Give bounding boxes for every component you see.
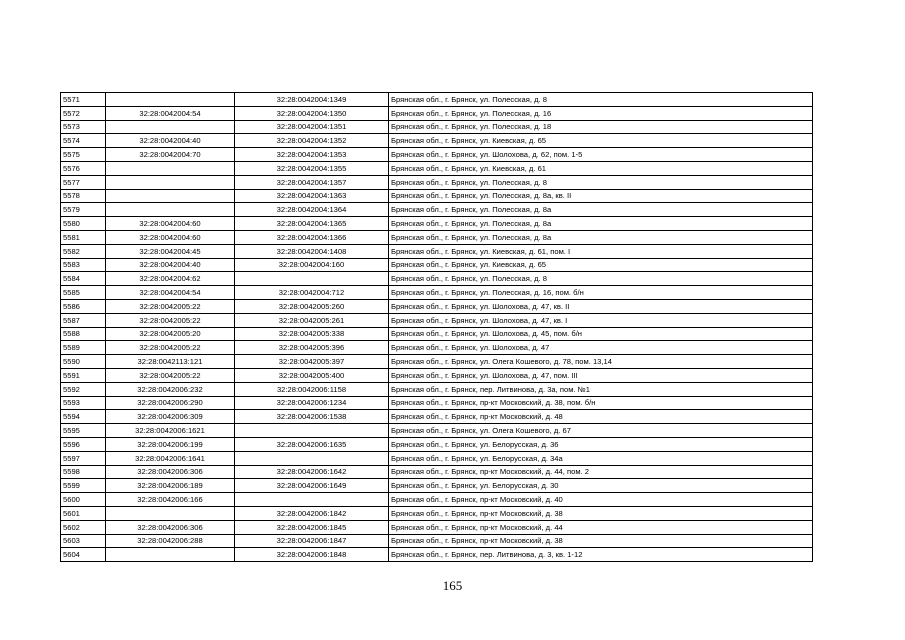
old-cadastral-number-cell: 32:28:0042006:288 — [106, 534, 235, 548]
address-cell: Брянская обл., г. Брянск, ул. Шолохова, д. 47, кв. I — [389, 313, 813, 327]
table-row — [61, 313, 813, 327]
row-number-cell: 5581 — [61, 230, 106, 244]
cadastral-number-cell — [235, 272, 389, 286]
row-number-cell: 5602 — [61, 520, 106, 534]
table-row — [61, 396, 813, 410]
address-cell: Брянская обл., г. Брянск, ул. Полесская, д. 8а, кв. II — [389, 189, 813, 203]
old-cadastral-number-cell: 32:28:0042006:189 — [106, 479, 235, 493]
table-row — [61, 175, 813, 189]
address-cell: Брянская обл., г. Брянск, пр-кт Московский, д. 40 — [389, 493, 813, 507]
address-cell: Брянская обл., г. Брянск, ул. Белорусская, д. 34а — [389, 451, 813, 465]
address-cell: Брянская обл., г. Брянск, пер. Литвинова, д. 3, кв. 1-12 — [389, 548, 813, 562]
row-number-cell: 5583 — [61, 258, 106, 272]
old-cadastral-number-cell: 32:28:0042005:22 — [106, 341, 235, 355]
cadastral-number-cell: 32:28:0042004:1355 — [235, 161, 389, 175]
cadastral-number-cell: 32:28:0042004:1353 — [235, 148, 389, 162]
cadastral-number-cell — [235, 451, 389, 465]
table-row — [61, 355, 813, 369]
address-cell: Брянская обл., г. Брянск, ул. Олега Кошевого, д. 67 — [389, 424, 813, 438]
address-cell: Брянская обл., г. Брянск, ул. Полесская, д. 8а — [389, 203, 813, 217]
address-cell: Брянская обл., г. Брянск, ул. Киевская, д. 65 — [389, 258, 813, 272]
address-cell: Брянская обл., г. Брянск, пр-кт Московский, д. 48 — [389, 410, 813, 424]
cadastral-number-cell: 32:28:0042004:1352 — [235, 134, 389, 148]
cadastral-number-cell: 32:28:0042005:400 — [235, 368, 389, 382]
address-cell: Брянская обл., г. Брянск, ул. Шолохова, д. 47, пом. III — [389, 368, 813, 382]
old-cadastral-number-cell: 32:28:0042006:232 — [106, 382, 235, 396]
address-cell: Брянская обл., г. Брянск, ул. Полесская, д. 16 — [389, 106, 813, 120]
row-number-cell: 5571 — [61, 93, 106, 107]
table-row — [61, 299, 813, 313]
address-cell: Брянская обл., г. Брянск, ул. Олега Кошевого, д. 78, пом. 13,14 — [389, 355, 813, 369]
old-cadastral-number-cell: 32:28:0042004:70 — [106, 148, 235, 162]
table-row — [61, 244, 813, 258]
cadastral-number-cell: 32:28:0042005:261 — [235, 313, 389, 327]
address-cell: Брянская обл., г. Брянск, пр-кт Московский, д. 44, пом. 2 — [389, 465, 813, 479]
row-number-cell: 5595 — [61, 424, 106, 438]
registry-table-body — [61, 93, 813, 562]
old-cadastral-number-cell: 32:28:0042006:1621 — [106, 424, 235, 438]
address-cell: Брянская обл., г. Брянск, ул. Шолохова, д. 47, кв. II — [389, 299, 813, 313]
address-cell: Брянская обл., г. Брянск, пр-кт Московский, д. 38 — [389, 534, 813, 548]
table-row — [61, 217, 813, 231]
old-cadastral-number-cell — [106, 175, 235, 189]
address-cell: Брянская обл., г. Брянск, ул. Полесская, д. 8а — [389, 230, 813, 244]
table-row — [61, 479, 813, 493]
table-row — [61, 534, 813, 548]
old-cadastral-number-cell: 32:28:0042006:199 — [106, 437, 235, 451]
address-cell: Брянская обл., г. Брянск, ул. Полесская, д. 8а — [389, 217, 813, 231]
address-cell: Брянская обл., г. Брянск, ул. Белорусская, д. 30 — [389, 479, 813, 493]
old-cadastral-number-cell — [106, 93, 235, 107]
old-cadastral-number-cell — [106, 506, 235, 520]
old-cadastral-number-cell: 32:28:0042004:45 — [106, 244, 235, 258]
row-number-cell: 5600 — [61, 493, 106, 507]
row-number-cell: 5590 — [61, 355, 106, 369]
table-row — [61, 286, 813, 300]
row-number-cell: 5589 — [61, 341, 106, 355]
cadastral-number-cell: 32:28:0042005:396 — [235, 341, 389, 355]
cadastral-number-cell: 32:28:0042006:1234 — [235, 396, 389, 410]
table-row — [61, 161, 813, 175]
cadastral-number-cell: 32:28:0042005:397 — [235, 355, 389, 369]
cadastral-number-cell: 32:28:0042004:1408 — [235, 244, 389, 258]
address-cell: Брянская обл., г. Брянск, пр-кт Московский, д. 44 — [389, 520, 813, 534]
address-cell: Брянская обл., г. Брянск, пер. Литвинова, д. 3а, пом. №1 — [389, 382, 813, 396]
address-cell: Брянская обл., г. Брянск, пр-кт Московский, д. 38 — [389, 506, 813, 520]
old-cadastral-number-cell: 32:28:0042004:60 — [106, 230, 235, 244]
old-cadastral-number-cell: 32:28:0042004:40 — [106, 258, 235, 272]
old-cadastral-number-cell: 32:28:0042004:60 — [106, 217, 235, 231]
cadastral-number-cell: 32:28:0042004:160 — [235, 258, 389, 272]
row-number-cell: 5587 — [61, 313, 106, 327]
table-row — [61, 424, 813, 438]
cadastral-number-cell: 32:28:0042004:712 — [235, 286, 389, 300]
old-cadastral-number-cell: 32:28:0042005:20 — [106, 327, 235, 341]
row-number-cell: 5580 — [61, 217, 106, 231]
table-row — [61, 120, 813, 134]
page-number: 165 — [442, 578, 463, 593]
cadastral-number-cell: 32:28:0042004:1365 — [235, 217, 389, 231]
address-cell: Брянская обл., г. Брянск, ул. Полесская, д. 8 — [389, 93, 813, 107]
old-cadastral-number-cell — [106, 189, 235, 203]
row-number-cell: 5573 — [61, 120, 106, 134]
table-row — [61, 106, 813, 120]
table-row — [61, 93, 813, 107]
old-cadastral-number-cell: 32:28:0042004:54 — [106, 106, 235, 120]
old-cadastral-number-cell: 32:28:0042005:22 — [106, 299, 235, 313]
old-cadastral-number-cell: 32:28:0042006:290 — [106, 396, 235, 410]
table-row — [61, 437, 813, 451]
cadastral-number-cell: 32:28:0042006:1538 — [235, 410, 389, 424]
cadastral-number-cell: 32:28:0042006:1847 — [235, 534, 389, 548]
old-cadastral-number-cell: 32:28:0042006:306 — [106, 465, 235, 479]
address-cell: Брянская обл., г. Брянск, ул. Белорусская, д. 36 — [389, 437, 813, 451]
row-number-cell: 5593 — [61, 396, 106, 410]
cadastral-number-cell: 32:28:0042004:1357 — [235, 175, 389, 189]
cadastral-number-cell: 32:28:0042006:1848 — [235, 548, 389, 562]
table-row — [61, 148, 813, 162]
old-cadastral-number-cell — [106, 120, 235, 134]
cadastral-number-cell: 32:28:0042004:1364 — [235, 203, 389, 217]
row-number-cell: 5598 — [61, 465, 106, 479]
old-cadastral-number-cell: 32:28:0042004:54 — [106, 286, 235, 300]
row-number-cell: 5596 — [61, 437, 106, 451]
cadastral-number-cell: 32:28:0042004:1350 — [235, 106, 389, 120]
row-number-cell: 5601 — [61, 506, 106, 520]
cadastral-number-cell — [235, 493, 389, 507]
row-number-cell: 5582 — [61, 244, 106, 258]
row-number-cell: 5585 — [61, 286, 106, 300]
address-cell: Брянская обл., г. Брянск, ул. Шолохова, д. 45, пом. б/н — [389, 327, 813, 341]
table-row — [61, 189, 813, 203]
old-cadastral-number-cell: 32:28:0042004:62 — [106, 272, 235, 286]
row-number-cell: 5594 — [61, 410, 106, 424]
address-cell: Брянская обл., г. Брянск, ул. Полесская, д. 8 — [389, 272, 813, 286]
row-number-cell: 5574 — [61, 134, 106, 148]
table-row — [61, 258, 813, 272]
address-cell: Брянская обл., г. Брянск, ул. Полесская, д. 16, пом. б/н — [389, 286, 813, 300]
address-cell: Брянская обл., г. Брянск, ул. Киевская, д. 61 — [389, 161, 813, 175]
row-number-cell: 5604 — [61, 548, 106, 562]
row-number-cell: 5588 — [61, 327, 106, 341]
cadastral-number-cell: 32:28:0042006:1649 — [235, 479, 389, 493]
address-cell: Брянская обл., г. Брянск, ул. Киевская, д. 65 — [389, 134, 813, 148]
table-row — [61, 341, 813, 355]
old-cadastral-number-cell — [106, 548, 235, 562]
old-cadastral-number-cell: 32:28:0042005:22 — [106, 313, 235, 327]
table-row — [61, 368, 813, 382]
old-cadastral-number-cell — [106, 161, 235, 175]
row-number-cell: 5578 — [61, 189, 106, 203]
table-row — [61, 548, 813, 562]
row-number-cell: 5586 — [61, 299, 106, 313]
row-number-cell: 5575 — [61, 148, 106, 162]
old-cadastral-number-cell: 32:28:0042006:166 — [106, 493, 235, 507]
cadastral-number-cell: 32:28:0042006:1158 — [235, 382, 389, 396]
address-cell: Брянская обл., г. Брянск, ул. Шолохова, д. 62, пом. 1-5 — [389, 148, 813, 162]
address-cell: Брянская обл., г. Брянск, ул. Шолохова, д. 47 — [389, 341, 813, 355]
row-number-cell: 5599 — [61, 479, 106, 493]
registry-table — [60, 92, 813, 562]
row-number-cell: 5572 — [61, 106, 106, 120]
cadastral-number-cell: 32:28:0042006:1842 — [235, 506, 389, 520]
table-row — [61, 465, 813, 479]
cadastral-number-cell: 32:28:0042005:260 — [235, 299, 389, 313]
table-row — [61, 382, 813, 396]
table-row — [61, 272, 813, 286]
cadastral-number-cell: 32:28:0042004:1351 — [235, 120, 389, 134]
old-cadastral-number-cell: 32:28:0042006:309 — [106, 410, 235, 424]
table-row — [61, 493, 813, 507]
cadastral-number-cell: 32:28:0042004:1349 — [235, 93, 389, 107]
table-row — [61, 327, 813, 341]
old-cadastral-number-cell — [106, 203, 235, 217]
cadastral-number-cell: 32:28:0042005:338 — [235, 327, 389, 341]
row-number-cell: 5584 — [61, 272, 106, 286]
row-number-cell: 5591 — [61, 368, 106, 382]
address-cell: Брянская обл., г. Брянск, ул. Полесская, д. 18 — [389, 120, 813, 134]
table-row — [61, 230, 813, 244]
old-cadastral-number-cell: 32:28:0042006:306 — [106, 520, 235, 534]
cadastral-number-cell: 32:28:0042006:1845 — [235, 520, 389, 534]
cadastral-number-cell: 32:28:0042004:1366 — [235, 230, 389, 244]
row-number-cell: 5577 — [61, 175, 106, 189]
old-cadastral-number-cell: 32:28:0042113:121 — [106, 355, 235, 369]
address-cell: Брянская обл., г. Брянск, ул. Киевская, д. 61, пом. I — [389, 244, 813, 258]
row-number-cell: 5579 — [61, 203, 106, 217]
address-cell: Брянская обл., г. Брянск, ул. Полесская, д. 8 — [389, 175, 813, 189]
table-row — [61, 134, 813, 148]
row-number-cell: 5603 — [61, 534, 106, 548]
old-cadastral-number-cell: 32:28:0042004:40 — [106, 134, 235, 148]
table-row — [61, 203, 813, 217]
old-cadastral-number-cell: 32:28:0042006:1641 — [106, 451, 235, 465]
table-row — [61, 451, 813, 465]
row-number-cell: 5592 — [61, 382, 106, 396]
address-cell: Брянская обл., г. Брянск, пр-кт Московский, д. 38, пом. б/н — [389, 396, 813, 410]
cadastral-number-cell: 32:28:0042006:1642 — [235, 465, 389, 479]
cadastral-number-cell: 32:28:0042004:1363 — [235, 189, 389, 203]
table-row — [61, 520, 813, 534]
cadastral-number-cell: 32:28:0042006:1635 — [235, 437, 389, 451]
table-row — [61, 410, 813, 424]
row-number-cell: 5597 — [61, 451, 106, 465]
table-row — [61, 506, 813, 520]
old-cadastral-number-cell: 32:28:0042005:22 — [106, 368, 235, 382]
cadastral-number-cell — [235, 424, 389, 438]
row-number-cell: 5576 — [61, 161, 106, 175]
